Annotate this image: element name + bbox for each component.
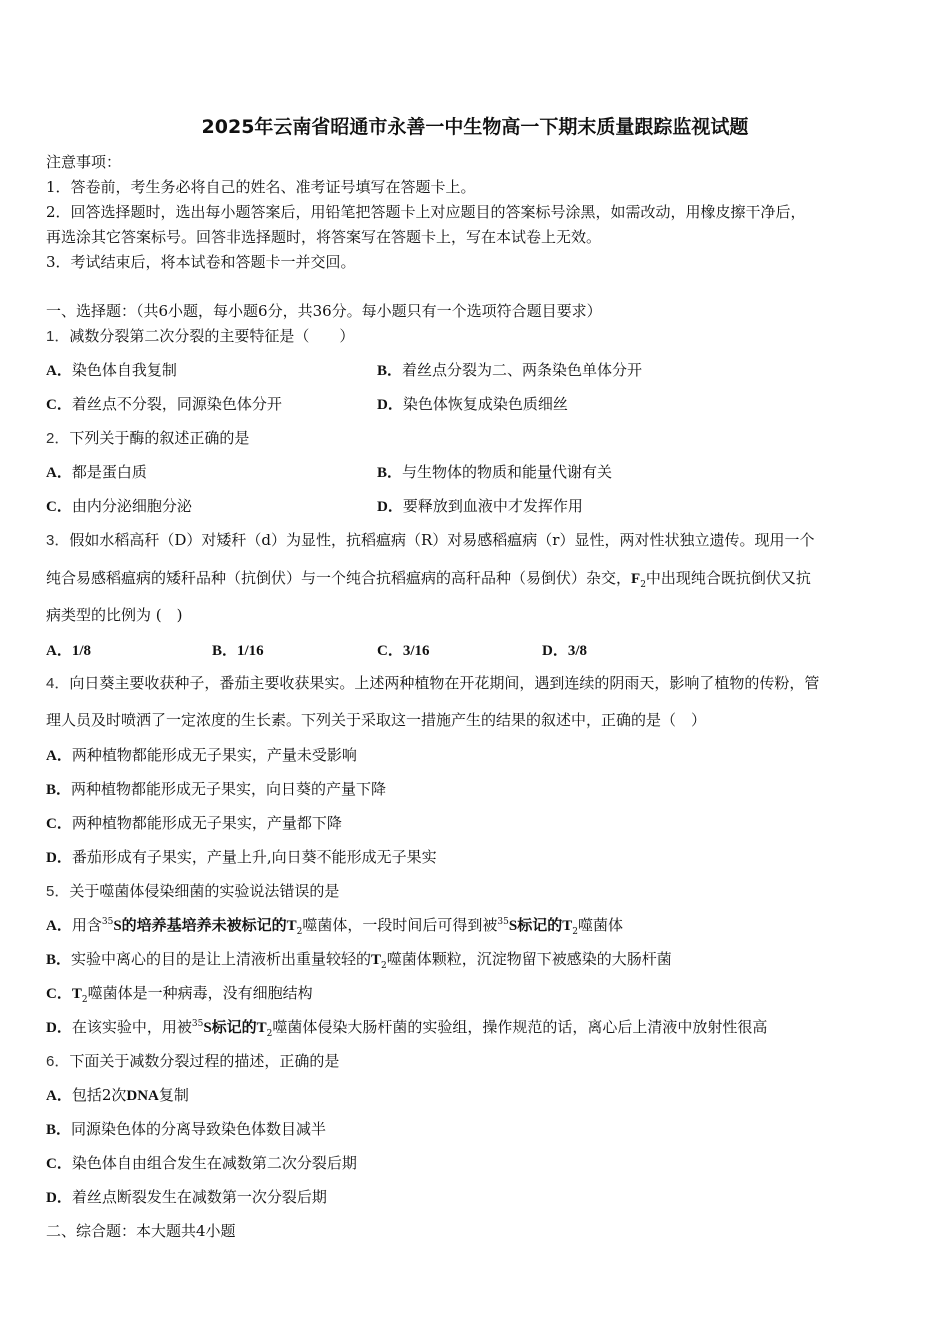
q4-option-b bbox=[46, 779, 386, 800]
q1-option-b bbox=[377, 360, 642, 381]
subscript: 2 bbox=[640, 580, 646, 590]
question-number: 3． bbox=[46, 532, 70, 549]
option-text: 要释放到血液中才发挥作用 bbox=[402, 497, 583, 515]
option-label: B． bbox=[46, 1122, 72, 1138]
phage-symbol: T bbox=[71, 986, 82, 1002]
q2-option-c bbox=[46, 496, 192, 517]
option-text: 3/16 bbox=[402, 643, 430, 659]
q3-option-c bbox=[377, 640, 430, 661]
subscript: 2 bbox=[81, 995, 88, 1005]
option-label: C． bbox=[46, 1156, 72, 1172]
q2-option-a bbox=[46, 462, 147, 483]
option-text: 包括2次 bbox=[71, 1086, 127, 1104]
option-text: S标记的 bbox=[508, 918, 563, 934]
option-label: A． bbox=[46, 748, 72, 764]
option-label: A． bbox=[46, 465, 72, 481]
option-text: 在该实验中，用被 bbox=[71, 1018, 192, 1036]
q4-option-d bbox=[46, 847, 437, 868]
stem-text: 假如水稻高秆（D）对矮秆（d）为显性，抗稻瘟病（R）对易感稻瘟病（r）显性，两对性状独立遗传。现用一个 bbox=[69, 531, 815, 549]
option-text: 都是蛋白质 bbox=[71, 463, 147, 481]
question-number: 6． bbox=[46, 1053, 70, 1070]
notice-item-2: 2．回答选择题时，选出每小题答案后，用铅笔把答题卡上对应题目的答案标号涂黑，如需改动，用橡皮擦干净后， bbox=[46, 203, 806, 221]
q3-option-d bbox=[542, 640, 587, 661]
option-label: B． bbox=[212, 643, 238, 659]
option-text: 由内分泌细胞分泌 bbox=[71, 497, 192, 515]
question-1-stem bbox=[46, 326, 354, 347]
option-text: S标记的 bbox=[203, 1020, 257, 1036]
phage-symbol: T bbox=[256, 1020, 267, 1036]
option-text: 复制 bbox=[158, 1086, 189, 1104]
generation-symbol: F bbox=[631, 571, 641, 587]
option-text: 噬菌体侵染大肠杆菌的实验组，操作规范的话，离心后上清液中放射性很高 bbox=[272, 1018, 768, 1036]
q1-option-a bbox=[46, 360, 177, 381]
option-text: 着丝点分裂为二、两条染色单体分开 bbox=[402, 361, 643, 379]
question-6-stem bbox=[46, 1051, 339, 1072]
option-label: C． bbox=[46, 397, 72, 413]
option-label: A． bbox=[46, 1088, 72, 1104]
option-text: 3/8 bbox=[567, 643, 588, 659]
question-3-stem-line-2 bbox=[46, 568, 811, 589]
q2-option-b bbox=[377, 462, 612, 483]
option-label: A． bbox=[46, 918, 72, 934]
subscript: 2 bbox=[266, 1029, 273, 1039]
option-text: 1/8 bbox=[71, 643, 92, 659]
question-number: 5． bbox=[46, 883, 70, 900]
notice-heading: 注意事项： bbox=[46, 153, 122, 171]
option-text: S的培养基培养未被标记的 bbox=[113, 918, 287, 934]
option-text: 实验中离心的目的是让上清液析出重量较轻的 bbox=[71, 950, 372, 968]
stem-text: 下列关于酶的叙述正确的是 bbox=[69, 429, 250, 447]
stem-text: 关于噬菌体侵染细菌的实验说法错误的是 bbox=[69, 882, 340, 900]
section-2-heading: 二、综合题：本大题共4小题 bbox=[46, 1222, 236, 1240]
q5-option-d bbox=[46, 1017, 767, 1038]
superscript: 35 bbox=[101, 917, 114, 927]
option-text: 着丝点断裂发生在减数第一次分裂后期 bbox=[71, 1188, 327, 1206]
option-text: 染色体自我复制 bbox=[71, 361, 177, 379]
notice-item-2-cont: 再选涂其它答案标号。回答非选择题时，将答案写在答题卡上，写在本试卷上无效。 bbox=[46, 228, 602, 246]
q4-option-a bbox=[46, 745, 357, 766]
dna-term: DNA bbox=[126, 1088, 159, 1104]
question-4-stem-line-2: 理人员及时喷洒了一定浓度的生长素。下列关于采取这一措施产生的结果的叙述中，正确的是（ ） bbox=[46, 711, 707, 729]
question-2-stem bbox=[46, 428, 249, 449]
question-3-stem-line-3: 病类型的比例为 ( ) bbox=[46, 606, 183, 624]
option-text: 1/16 bbox=[237, 643, 264, 659]
option-label: D． bbox=[542, 643, 568, 659]
option-text: 噬菌体颗粒，沉淀物留下被感染的大肠杆菌 bbox=[386, 950, 672, 968]
q3-option-a bbox=[46, 640, 91, 661]
option-text: 用含 bbox=[71, 916, 102, 934]
q2-option-d bbox=[377, 496, 583, 517]
question-number: 2． bbox=[46, 430, 70, 447]
option-text: 番茄形成有子果实，产量上升,向日葵不能形成无子果实 bbox=[71, 848, 437, 866]
superscript: 35 bbox=[497, 917, 509, 927]
q1-option-c bbox=[46, 394, 282, 415]
option-text: 噬菌体是一种病毒，没有细胞结构 bbox=[87, 984, 313, 1002]
option-text: 着丝点不分裂，同源染色体分开 bbox=[71, 395, 282, 413]
phage-symbol: T bbox=[562, 918, 573, 934]
q1-option-d bbox=[377, 394, 568, 415]
option-label: A． bbox=[46, 643, 72, 659]
q5-option-c bbox=[46, 983, 313, 1004]
q4-option-c bbox=[46, 813, 342, 834]
subscript: 2 bbox=[572, 927, 578, 937]
question-3-stem-line-1 bbox=[46, 530, 814, 551]
q3-option-b bbox=[212, 640, 264, 661]
option-text: 噬菌体 bbox=[577, 916, 623, 934]
q6-option-a bbox=[46, 1085, 189, 1106]
phage-symbol: T bbox=[371, 952, 382, 968]
option-text: 染色体自由组合发生在减数第二次分裂后期 bbox=[71, 1154, 357, 1172]
stem-text: 减数分裂第二次分裂的主要特征是（ ） bbox=[69, 327, 355, 345]
question-number: 1． bbox=[46, 328, 70, 345]
option-label: C． bbox=[377, 643, 403, 659]
q6-option-c bbox=[46, 1153, 357, 1174]
option-label: D． bbox=[377, 397, 403, 413]
subscript: 2 bbox=[296, 927, 303, 937]
option-label: D． bbox=[46, 1020, 72, 1036]
option-label: B． bbox=[377, 363, 403, 379]
q5-option-b bbox=[46, 949, 672, 970]
option-label: B． bbox=[377, 465, 403, 481]
option-label: B． bbox=[46, 952, 72, 968]
q6-option-d bbox=[46, 1187, 327, 1208]
subscript: 2 bbox=[381, 961, 387, 971]
stem-text: 纯合易感稻瘟病的矮秆品种（抗倒伏）与一个纯合抗稻瘟病的高秆品种（易倒伏）杂交， bbox=[46, 569, 632, 587]
option-label: B． bbox=[46, 782, 72, 798]
superscript: 35 bbox=[191, 1019, 204, 1029]
stem-text: 下面关于减数分裂过程的描述，正确的是 bbox=[69, 1052, 340, 1070]
option-text: 噬菌体，一段时间后可得到被 bbox=[302, 916, 498, 934]
option-label: C． bbox=[46, 816, 72, 832]
option-text: 两种植物都能形成无子果实，产量都下降 bbox=[71, 814, 342, 832]
phage-symbol: T bbox=[286, 918, 297, 934]
notice-item-1: 1．答卷前，考生务必将自己的姓名、准考证号填写在答题卡上。 bbox=[46, 178, 476, 196]
option-text: 同源染色体的分离导致染色体数目减半 bbox=[71, 1120, 327, 1138]
option-label: C． bbox=[46, 499, 72, 515]
notice-item-3: 3．考试结束后，将本试卷和答题卡一并交回。 bbox=[46, 253, 356, 271]
option-text: 两种植物都能形成无子果实，产量未受影响 bbox=[71, 746, 357, 764]
option-label: A． bbox=[46, 363, 72, 379]
question-5-stem bbox=[46, 881, 339, 902]
option-label: C． bbox=[46, 986, 72, 1002]
option-text: 染色体恢复成染色质细丝 bbox=[402, 395, 568, 413]
stem-text: 中出现纯合既抗倒伏又抗 bbox=[645, 569, 811, 587]
option-text: 两种植物都能形成无子果实，向日葵的产量下降 bbox=[71, 780, 387, 798]
option-text: 与生物体的物质和能量代谢有关 bbox=[402, 463, 613, 481]
option-label: D． bbox=[46, 1190, 72, 1206]
question-number: 4． bbox=[46, 675, 70, 692]
option-label: D． bbox=[46, 850, 72, 866]
q5-option-a bbox=[46, 915, 623, 936]
q6-option-b bbox=[46, 1119, 326, 1140]
question-4-stem-line-1 bbox=[46, 673, 819, 694]
option-label: D． bbox=[377, 499, 403, 515]
section-1-heading: 一、选择题：（共6小题，每小题6分，共36分。每小题只有一个选项符合题目要求） bbox=[46, 302, 602, 320]
page-title: 2025年云南省昭通市永善一中生物高一下期末质量跟踪监视试题 bbox=[201, 116, 749, 138]
stem-text: 向日葵主要收获种子，番茄主要收获果实。上述两种植物在开花期间，遇到连续的阴雨天，影响了植物的传粉，管 bbox=[69, 674, 820, 692]
